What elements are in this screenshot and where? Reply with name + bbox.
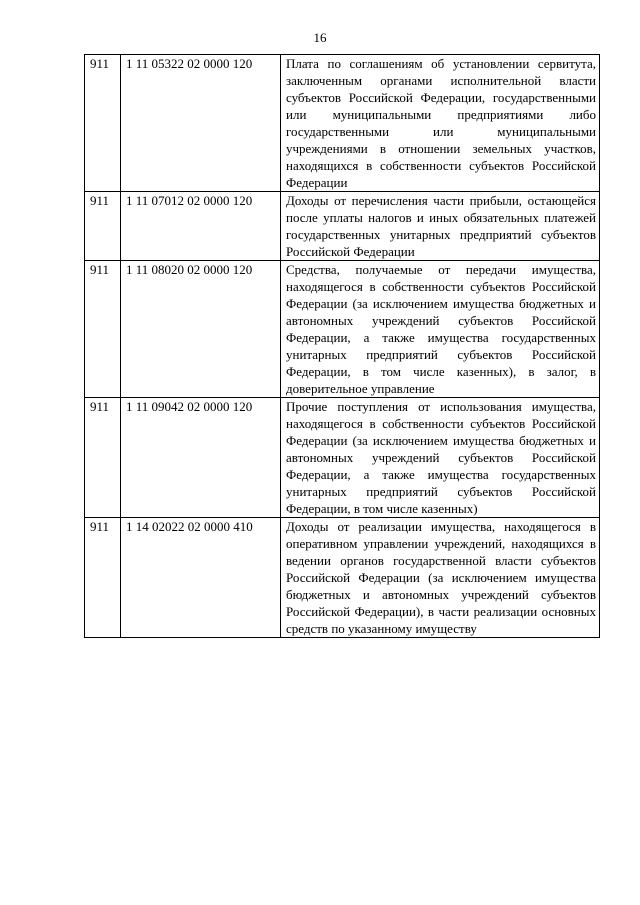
page-number: 16 [313,30,327,45]
revenue-name-cell: Средства, получаемые от передачи имущества, находящегося в собственности субъектов Российской Федерации (за исключением имущества бюджетных и автономных учреждений субъектов Российской Федерации, а также имущества государственных унитарных предприятий субъектов Российской Федерации, в том числе казенных), в залог, в доверительное управление [281,261,600,398]
revenue-code-cell: 1 11 07012 02 0000 120 [121,192,281,261]
admin-code-cell: 911 [85,192,121,261]
table-row [85,261,600,398]
revenue-code-cell: 1 11 08020 02 0000 120 [121,261,281,398]
table-row [85,518,600,638]
table-row [85,398,600,518]
admin-code-cell: 911 [85,55,121,192]
revenue-name-cell: Прочие поступления от использования имущества, находящегося в собственности субъектов Российской Федерации (за исключением имущества бюджетных и автономных учреждений субъектов Российской Федерации, а также имущества государственных унитарных предприятий субъектов Российской Федерации, в том числе казенных) [281,398,600,518]
revenue-code-cell: 1 14 02022 02 0000 410 [121,518,281,638]
table-row [85,192,600,261]
revenue-code-cell: 1 11 09042 02 0000 120 [121,398,281,518]
admin-code-cell: 911 [85,261,121,398]
revenue-name-cell: Плата по соглашениям об установлении сервитута, заключенным органами исполнительной власти субъектов Российской Федерации, государственными или муниципальными предприятиями либо государственными или муниципальными учреждениями в отношении земельных участков, находящихся в собственности субъектов Российской Федерации [281,55,600,192]
admin-code-cell: 911 [85,518,121,638]
revenue-name-cell: Доходы от перечисления части прибыли, остающейся после уплаты налогов и иных обязательных платежей государственных унитарных предприятий субъектов Российской Федерации [281,192,600,261]
revenue-codes-table [84,54,600,638]
admin-code-cell: 911 [85,398,121,518]
revenue-name-cell: Доходы от реализации имущества, находящегося в оперативном управлении учреждений, находящихся в ведении органов государственной власти субъектов Российской Федерации (за исключением имущества бюджетных и автономных учреждений субъектов Российской Федерации), в части реализации основных средств по указанному имуществу [281,518,600,638]
table-row [85,55,600,192]
revenue-code-cell: 1 11 05322 02 0000 120 [121,55,281,192]
